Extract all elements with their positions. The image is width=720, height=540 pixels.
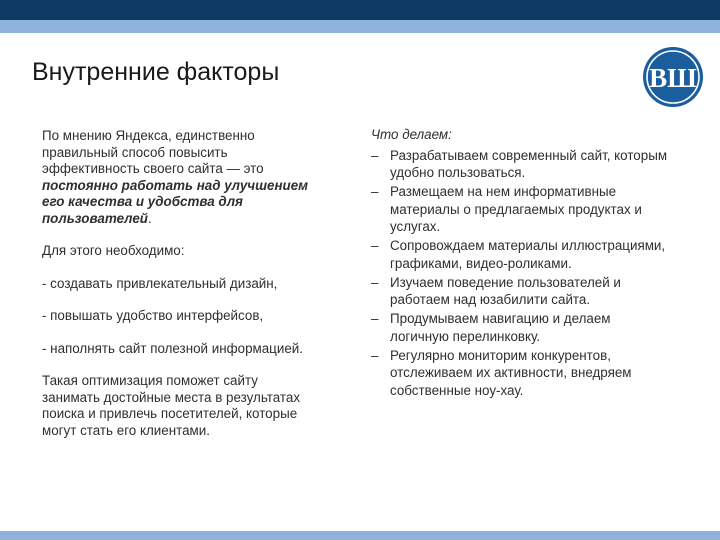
- action-list: [371, 147, 671, 400]
- slide-title: Внутренние факторы: [32, 58, 280, 86]
- top-bar-dark: [0, 0, 720, 20]
- right-column: [371, 126, 671, 401]
- bottom-bar: [0, 531, 720, 540]
- left-item: - повышать удобство интерфейсов,: [42, 308, 264, 323]
- intro-emphasis: постоянно работать над улучшением его качества и удобства для пользователей: [42, 177, 309, 226]
- left-column: [42, 128, 314, 455]
- hse-logo: [642, 46, 704, 108]
- list-item: – Изучаем поведение пользователей и работаем над юзабилити сайта.: [371, 274, 621, 307]
- left-item: - создавать привлекательный дизайн,: [42, 275, 278, 291]
- need-title: Для этого необходимо:: [42, 243, 185, 258]
- list-item: – Продумываем навигацию и делаем логичную перелинковку.: [371, 311, 611, 344]
- list-item: – Регулярно мониторим конкурентов, отслеживаем их активности, внедряем собственные ноу-хау.: [371, 347, 632, 398]
- list-item: – Сопровождаем материалы иллюстрациями, графиками, видео-роликами.: [371, 238, 666, 271]
- left-item: - наполнять сайт полезной информацией.: [42, 340, 303, 356]
- intro-paragraph: По мнению Яндекса, единственно правильный способ повысить эффективность своего сайта — это постоянно работать над улучшением его качества и удобства для пользователей.: [42, 128, 309, 226]
- list-item: – Размещаем на нем информативные материалы о предлагаемых продуктах и услугах.: [371, 184, 642, 234]
- logo-text: ВШ: [649, 63, 697, 93]
- list-item: – Разрабатываем современный сайт, которым удобно пользоваться.: [371, 147, 668, 180]
- top-bar-light: [0, 20, 720, 33]
- conclusion-paragraph: Такая оптимизация поможет сайту занимать достойные места в результатах поиска и привлечь посетителей, которые могут стать его клиентами.: [42, 373, 301, 438]
- right-heading: Что делаем:: [371, 127, 452, 142]
